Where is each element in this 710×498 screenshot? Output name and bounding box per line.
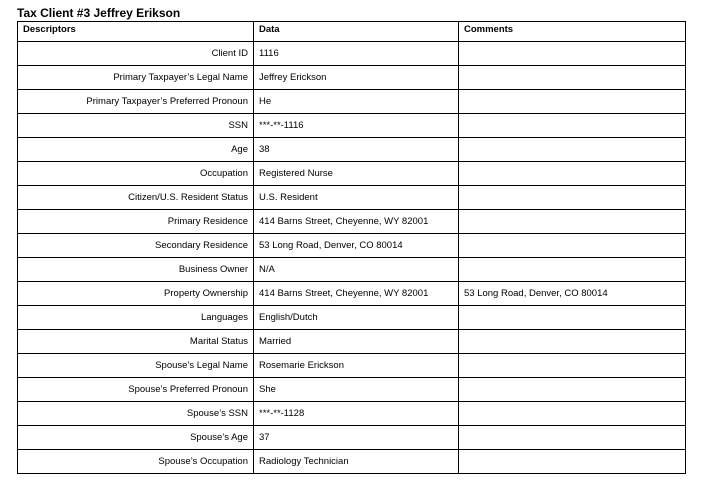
- comment-cell: [459, 210, 686, 234]
- descriptor-cell: Primary Residence: [18, 210, 254, 234]
- comment-cell: [459, 234, 686, 258]
- descriptor-cell: Occupation: [18, 162, 254, 186]
- comment-cell: [459, 426, 686, 450]
- comment-cell: [459, 42, 686, 66]
- descriptor-cell: Property Ownership: [18, 282, 254, 306]
- descriptor-cell: Citizen/U.S. Resident Status: [18, 186, 254, 210]
- descriptor-cell: Age: [18, 138, 254, 162]
- comment-cell: [459, 258, 686, 282]
- comment-cell: [459, 90, 686, 114]
- data-cell: 38: [254, 138, 459, 162]
- client-info-table: [17, 21, 686, 474]
- comment-cell: [459, 138, 686, 162]
- data-cell: She: [254, 378, 459, 402]
- comment-cell: [459, 354, 686, 378]
- table-row: [18, 306, 686, 330]
- comment-cell: [459, 330, 686, 354]
- data-cell: 37: [254, 426, 459, 450]
- table-row: [18, 402, 686, 426]
- table-row: [18, 330, 686, 354]
- table-row: [18, 114, 686, 138]
- comment-cell: 53 Long Road, Denver, CO 80014: [459, 282, 686, 306]
- table-row: [18, 42, 686, 66]
- data-cell: He: [254, 90, 459, 114]
- data-cell: U.S. Resident: [254, 186, 459, 210]
- comment-cell: [459, 450, 686, 474]
- descriptor-cell: Secondary Residence: [18, 234, 254, 258]
- data-cell: 414 Barns Street, Cheyenne, WY 82001: [254, 210, 459, 234]
- table-row: [18, 258, 686, 282]
- descriptor-cell: Languages: [18, 306, 254, 330]
- comment-cell: [459, 162, 686, 186]
- table-header-row: [18, 22, 686, 42]
- descriptor-cell: Spouse’s SSN: [18, 402, 254, 426]
- data-cell: ***-**-1116: [254, 114, 459, 138]
- comment-cell: [459, 306, 686, 330]
- header-data: Data: [254, 22, 459, 42]
- comment-cell: [459, 66, 686, 90]
- table-body: [18, 42, 686, 474]
- table-row: [18, 210, 686, 234]
- table-row: [18, 378, 686, 402]
- data-cell: 414 Barns Street, Cheyenne, WY 82001: [254, 282, 459, 306]
- table-row: [18, 138, 686, 162]
- data-cell: 53 Long Road, Denver, CO 80014: [254, 234, 459, 258]
- data-cell: ***-**-1128: [254, 402, 459, 426]
- data-cell: Married: [254, 330, 459, 354]
- data-cell: Radiology Technician: [254, 450, 459, 474]
- data-cell: English/Dutch: [254, 306, 459, 330]
- data-cell: Registered Nurse: [254, 162, 459, 186]
- descriptor-cell: Primary Taxpayer’s Preferred Pronoun: [18, 90, 254, 114]
- data-cell: Rosemarie Erickson: [254, 354, 459, 378]
- header-descriptors: Descriptors: [18, 22, 254, 42]
- data-cell: 1116: [254, 42, 459, 66]
- descriptor-cell: Client ID: [18, 42, 254, 66]
- descriptor-cell: Primary Taxpayer’s Legal Name: [18, 66, 254, 90]
- comment-cell: [459, 378, 686, 402]
- descriptor-cell: SSN: [18, 114, 254, 138]
- table-row: [18, 66, 686, 90]
- data-cell: Jeffrey Erickson: [254, 66, 459, 90]
- descriptor-cell: Spouse’s Preferred Pronoun: [18, 378, 254, 402]
- table-row: [18, 282, 686, 306]
- document-title: Tax Client #3 Jeffrey Erikson: [17, 6, 181, 20]
- comment-cell: [459, 114, 686, 138]
- descriptor-cell: Marital Status: [18, 330, 254, 354]
- table-row: [18, 426, 686, 450]
- table-row: [18, 186, 686, 210]
- data-cell: N/A: [254, 258, 459, 282]
- table-row: [18, 354, 686, 378]
- descriptor-cell: Spouse’s Age: [18, 426, 254, 450]
- table-row: [18, 162, 686, 186]
- descriptor-cell: Spouse’s Legal Name: [18, 354, 254, 378]
- descriptor-cell: Business Owner: [18, 258, 254, 282]
- comment-cell: [459, 186, 686, 210]
- descriptor-cell: Spouse’s Occupation: [18, 450, 254, 474]
- table-row: [18, 90, 686, 114]
- table-row: [18, 234, 686, 258]
- table-row: [18, 450, 686, 474]
- comment-cell: [459, 402, 686, 426]
- header-comments: Comments: [459, 22, 686, 42]
